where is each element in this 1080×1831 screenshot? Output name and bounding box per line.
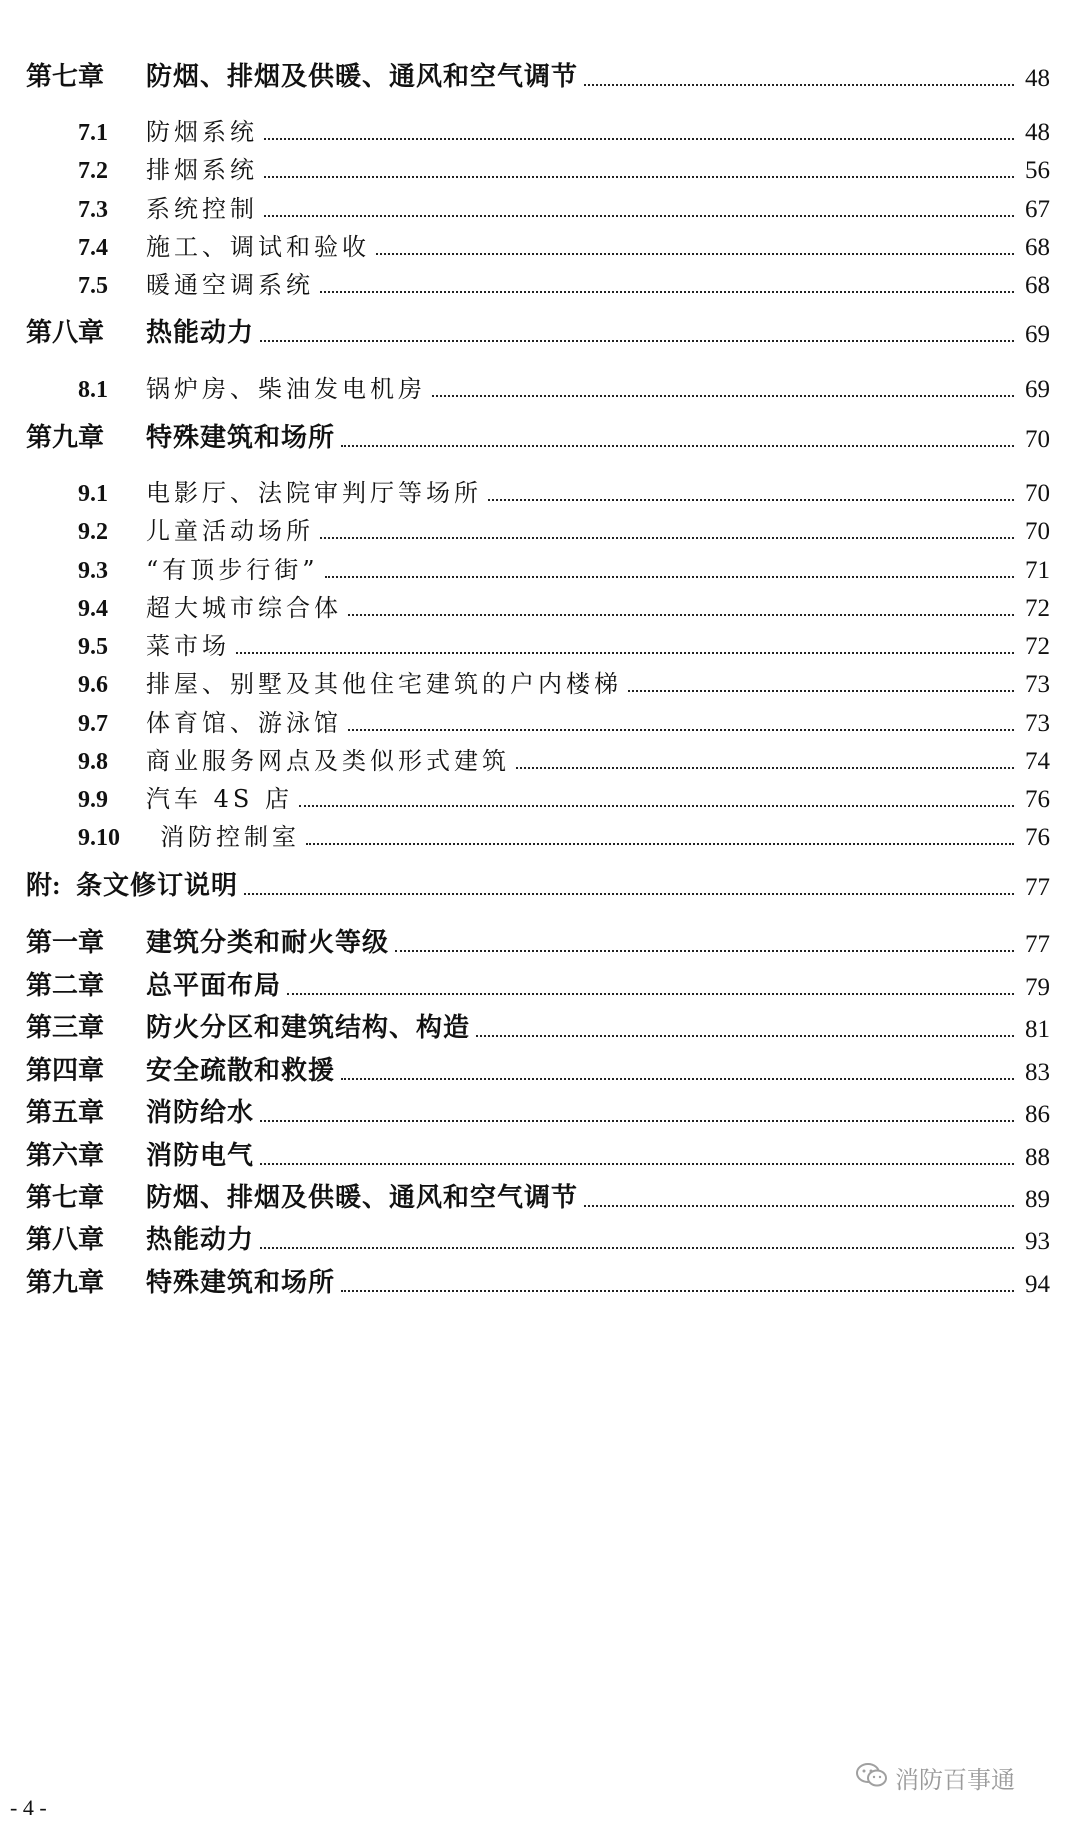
entry-title: 电影厅、法院审判厅等场所 — [146, 479, 482, 507]
entry-number: 第九章 — [26, 423, 105, 452]
entry-number: 8.1 — [78, 377, 108, 403]
toc-chapter-entry[interactable] — [26, 1091, 1050, 1129]
entry-page-number: 77 — [1025, 874, 1050, 901]
entry-number: 9.10 — [78, 825, 120, 851]
entry-number: 第八章 — [26, 1225, 105, 1254]
entry-page-number: 83 — [1025, 1059, 1050, 1086]
dot-leader — [260, 340, 1014, 342]
dot-leader — [236, 652, 1014, 654]
entry-number: 9.4 — [78, 596, 108, 622]
toc-chapter-entry[interactable] — [26, 1176, 1050, 1214]
entry-number: 第九章 — [26, 1268, 105, 1297]
dot-leader — [287, 993, 1014, 995]
toc-chapter-entry[interactable] — [26, 1006, 1050, 1044]
entry-number: 9.2 — [78, 519, 108, 545]
entry-page-number: 89 — [1025, 1186, 1050, 1213]
entry-number: 第七章 — [26, 1183, 105, 1212]
entry-page-number: 73 — [1025, 671, 1050, 698]
entry-number: 7.3 — [78, 197, 108, 223]
dot-leader — [476, 1035, 1014, 1037]
entry-number: 7.1 — [78, 120, 108, 146]
toc-chapter-entry[interactable] — [26, 964, 1050, 1002]
entry-page-number: 93 — [1025, 1228, 1050, 1255]
toc-section-entry[interactable] — [78, 776, 1050, 814]
entry-number: 第四章 — [26, 1056, 105, 1085]
page-number: - 4 - — [10, 1795, 47, 1820]
dot-leader — [264, 176, 1014, 178]
entry-title: 消防给水 — [146, 1098, 255, 1128]
entry-page-number: 88 — [1025, 1144, 1050, 1171]
entry-title: 特殊建筑和场所 — [146, 1268, 336, 1298]
entry-number: 第三章 — [26, 1013, 105, 1042]
entry-page-number: 86 — [1025, 1101, 1050, 1128]
entry-page-number: 81 — [1025, 1016, 1050, 1043]
entry-number: 第五章 — [26, 1098, 105, 1127]
entry-page-number: 74 — [1025, 748, 1050, 775]
wechat-icon — [855, 1761, 895, 1795]
entry-number: 7.2 — [78, 158, 108, 184]
entry-page-number: 71 — [1025, 557, 1050, 584]
dot-leader — [584, 1205, 1014, 1207]
toc-chapter-entry[interactable] — [26, 1134, 1050, 1172]
entry-title: 热能动力 — [146, 318, 255, 348]
entry-number: 第二章 — [26, 971, 105, 1000]
dot-leader — [260, 1163, 1014, 1165]
entry-title: 锅炉房、柴油发电机房 — [146, 375, 426, 403]
dot-leader — [376, 253, 1014, 255]
entry-page-number: 48 — [1025, 65, 1050, 92]
dot-leader — [244, 893, 1014, 895]
toc-chapter-entry[interactable] — [26, 1049, 1050, 1087]
entry-title: 汽车 4S 店 — [146, 785, 293, 813]
entry-page-number: 68 — [1025, 272, 1050, 299]
entry-title: 特殊建筑和场所 — [146, 423, 336, 453]
entry-number: 第七章 — [26, 62, 105, 91]
entry-page-number: 69 — [1025, 376, 1050, 403]
entry-number: 9.8 — [78, 749, 108, 775]
dot-leader — [432, 395, 1014, 397]
dot-leader — [264, 215, 1014, 217]
entry-number: 第六章 — [26, 1141, 105, 1170]
toc-section-entry[interactable] — [78, 262, 1050, 300]
entry-page-number: 70 — [1025, 426, 1050, 453]
entry-title: 防火分区和建筑结构、构造 — [146, 1013, 471, 1043]
entry-number: 第八章 — [26, 318, 105, 347]
entry-page-number: 72 — [1025, 595, 1050, 622]
entry-title: 消防电气 — [146, 1141, 255, 1171]
entry-title: 安全疏散和救援 — [146, 1056, 336, 1086]
entry-page-number: 67 — [1025, 196, 1050, 223]
dot-leader — [488, 499, 1014, 501]
entry-number: 第一章 — [26, 928, 105, 957]
entry-number: 9.9 — [78, 787, 108, 813]
entry-number: 9.5 — [78, 634, 108, 660]
dot-leader — [348, 729, 1014, 731]
dot-leader — [341, 445, 1014, 447]
entry-title: 热能动力 — [146, 1225, 255, 1255]
entry-title: 菜市场 — [146, 632, 230, 660]
toc-section-entry[interactable] — [78, 186, 1050, 224]
dot-leader — [306, 843, 1014, 845]
entry-number: 7.5 — [78, 273, 108, 299]
entry-title: 暖通空调系统 — [146, 271, 314, 299]
entry-number: 9.1 — [78, 481, 108, 507]
toc-section-entry[interactable] — [78, 814, 1050, 852]
entry-title: 系统控制 — [146, 195, 258, 223]
toc-chapter-entry[interactable] — [26, 921, 1050, 959]
toc-section-entry[interactable] — [78, 700, 1050, 738]
entry-title: 体育馆、游泳馆 — [146, 709, 342, 737]
entry-title: 防烟、排烟及供暖、通风和空气调节 — [146, 1183, 579, 1213]
dot-leader — [341, 1078, 1014, 1080]
toc-chapter-entry[interactable] — [26, 311, 1050, 349]
entry-page-number: 73 — [1025, 710, 1050, 737]
entry-title: 施工、调试和验收 — [146, 233, 370, 261]
entry-number: 9.6 — [78, 672, 108, 698]
toc-chapter-entry[interactable] — [26, 1261, 1050, 1299]
entry-title: 防烟系统 — [146, 118, 258, 146]
toc-section-entry[interactable] — [78, 508, 1050, 546]
dot-leader — [264, 138, 1014, 140]
entry-page-number: 56 — [1025, 157, 1050, 184]
toc-section-entry[interactable] — [78, 547, 1050, 585]
toc-section-entry[interactable] — [78, 623, 1050, 661]
toc-section-entry[interactable] — [78, 738, 1050, 776]
dot-leader — [325, 576, 1014, 578]
dot-leader — [320, 291, 1014, 293]
toc-chapter-entry[interactable] — [26, 864, 1050, 902]
toc-section-entry[interactable] — [78, 661, 1050, 699]
entry-title: 商业服务网点及类似形式建筑 — [146, 747, 510, 775]
dot-leader — [260, 1120, 1014, 1122]
entry-number: 附: — [26, 871, 61, 900]
dot-leader — [341, 1290, 1014, 1292]
entry-number: 9.7 — [78, 711, 108, 737]
entry-page-number: 77 — [1025, 931, 1050, 958]
entry-page-number: 69 — [1025, 321, 1050, 348]
toc-chapter-entry[interactable] — [26, 1218, 1050, 1256]
entry-page-number: 79 — [1025, 974, 1050, 1001]
entry-title: 总平面布局 — [146, 971, 282, 1001]
entry-page-number: 76 — [1025, 786, 1050, 813]
toc-section-entry[interactable] — [78, 224, 1050, 262]
entry-page-number: 94 — [1025, 1271, 1050, 1298]
dot-leader — [299, 805, 1014, 807]
entry-page-number: 70 — [1025, 480, 1050, 507]
entry-title: 消防控制室 — [160, 823, 300, 851]
toc-section-entry[interactable] — [78, 109, 1050, 147]
entry-number: 7.4 — [78, 235, 108, 261]
dot-leader — [584, 84, 1014, 86]
entry-page-number: 70 — [1025, 518, 1050, 545]
entry-page-number: 48 — [1025, 119, 1050, 146]
entry-title: 排屋、别墅及其他住宅建筑的户内楼梯 — [146, 670, 622, 698]
entry-page-number: 68 — [1025, 234, 1050, 261]
entry-title: 建筑分类和耐火等级 — [146, 928, 390, 958]
entry-title: “有顶步行街” — [146, 556, 319, 584]
toc-section-entry[interactable] — [78, 366, 1050, 404]
dot-leader — [260, 1247, 1014, 1249]
dot-leader — [348, 614, 1014, 616]
entry-title: 排烟系统 — [146, 156, 258, 184]
entry-title: 超大城市综合体 — [146, 594, 342, 622]
entry-page-number: 72 — [1025, 633, 1050, 660]
entry-title: 条文修订说明 — [76, 871, 239, 901]
toc-section-entry[interactable] — [78, 585, 1050, 623]
dot-leader — [320, 537, 1014, 539]
toc-section-entry[interactable] — [78, 147, 1050, 185]
watermark — [855, 1760, 1015, 1795]
watermark-text: 消防百事通 — [895, 1766, 1015, 1794]
entry-number: 9.3 — [78, 558, 108, 584]
dot-leader — [628, 690, 1014, 692]
dot-leader — [516, 767, 1014, 769]
toc-chapter-entry[interactable] — [26, 416, 1050, 454]
toc-section-entry[interactable] — [78, 470, 1050, 508]
entry-page-number: 76 — [1025, 824, 1050, 851]
toc-chapter-entry[interactable] — [26, 55, 1050, 93]
entry-title: 儿童活动场所 — [146, 517, 314, 545]
entry-title: 防烟、排烟及供暖、通风和空气调节 — [146, 62, 579, 92]
dot-leader — [395, 950, 1014, 952]
